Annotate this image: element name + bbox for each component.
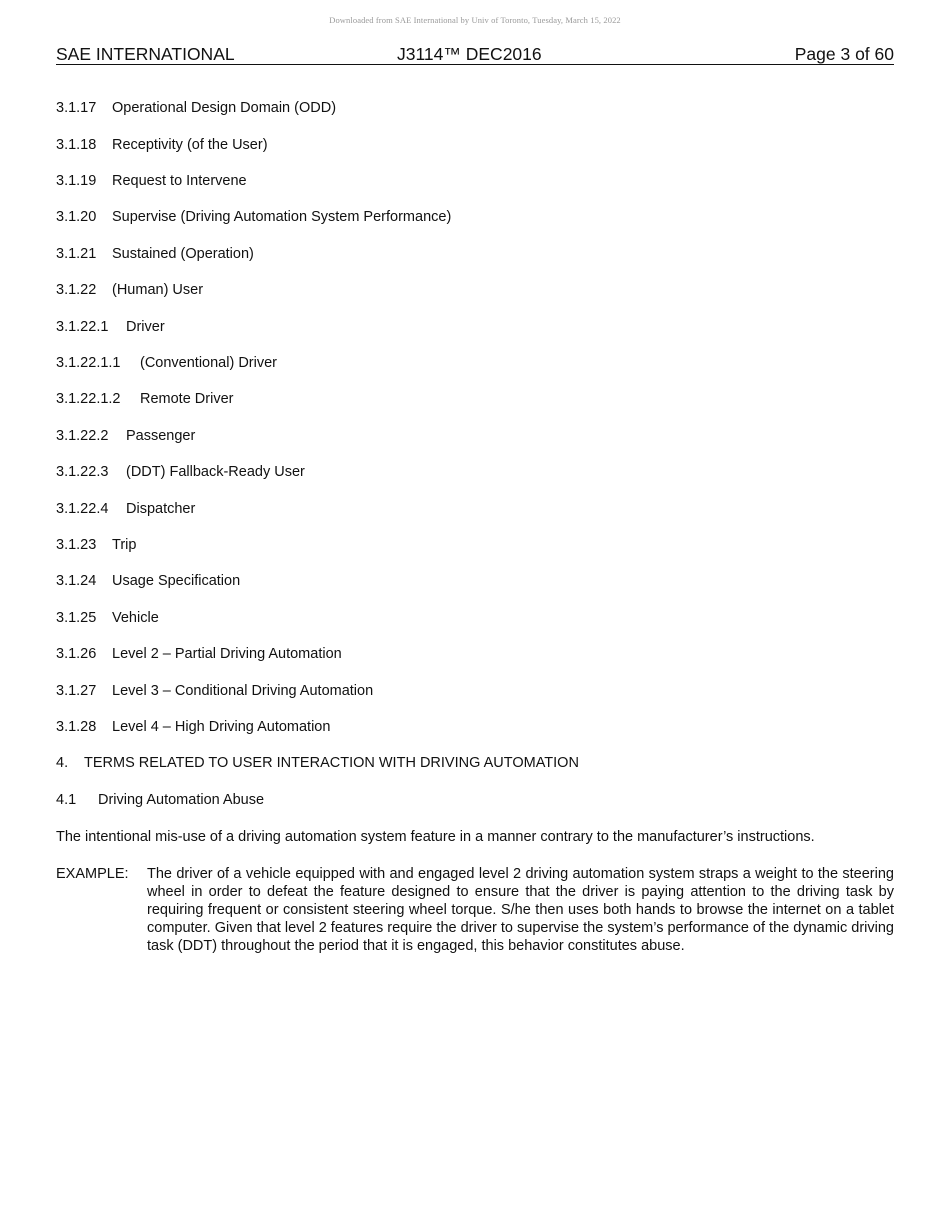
- section-number: 3.1.19: [56, 173, 97, 189]
- section-item: [56, 462, 305, 482]
- section-number: 3.1.28: [56, 719, 97, 735]
- example-text: The driver of a vehicle equipped with and engaged level 2 driving automation system straps a weight to the steering wheel in order to defeat the feature designed to ensure that the driver is paying attention to the driving task by requiring frequent or consistent steering wheel torque. S/he then uses both hands to browse the internet on a tablet computer. Given that level 2 features require the driver to supervise the system’s performance of the dynamic driving task (DDT) throughout the period that it is engaged, this behavior constitutes abuse.: [147, 866, 894, 954]
- section-title: Operational Design Domain (ODD): [112, 100, 337, 116]
- section-item: [56, 280, 203, 300]
- section-title: (Conventional) Driver: [140, 355, 277, 371]
- section-title: Trip: [112, 537, 137, 553]
- section-item: [56, 207, 451, 227]
- document-id: J3114™ DEC2016: [397, 44, 542, 64]
- page-header: [56, 44, 894, 65]
- section-title: Driving Automation Abuse: [98, 791, 265, 808]
- example-label: EXAMPLE:: [56, 866, 129, 882]
- section-number: 3.1.22.1.1: [56, 355, 121, 371]
- section-item: [56, 790, 264, 810]
- section-item: [56, 535, 136, 555]
- section-number: 3.1.17: [56, 100, 97, 116]
- section-number: 3.1.27: [56, 682, 97, 699]
- publisher-name: SAE INTERNATIONAL: [56, 44, 235, 64]
- section-item: [56, 389, 233, 409]
- section-item: [56, 171, 247, 191]
- section-title: Passenger: [126, 427, 196, 444]
- section-title: TERMS RELATED TO USER INTERACTION WITH DRIVING AUTOMATION: [84, 755, 579, 771]
- section-title: Request to Intervene: [112, 173, 247, 189]
- section-number: 3.1.22: [56, 282, 97, 298]
- section-number: 3.1.24: [56, 573, 97, 589]
- section-item: [56, 135, 268, 155]
- section-item: [56, 608, 159, 628]
- section-item: [56, 753, 579, 773]
- section-number: 3.1.22.1: [56, 318, 109, 335]
- section-title: Remote Driver: [140, 391, 234, 407]
- section-number: 4.1: [56, 791, 77, 808]
- section-item: [56, 717, 330, 737]
- section-number: 3.1.20: [56, 209, 97, 225]
- definition-paragraph: The intentional mis-use of a driving automation system feature in a manner contrary to the manufacturer’s instructions.: [56, 829, 815, 845]
- section-item: [56, 426, 195, 446]
- section-item: [56, 499, 195, 519]
- section-number: 3.1.22.3: [56, 464, 109, 480]
- section-item: [56, 353, 277, 373]
- section-number: 3.1.22.4: [56, 500, 109, 517]
- section-title: Level 4 – High Driving Automation: [112, 719, 331, 735]
- section-title: (DDT) Fallback-Ready User: [126, 464, 305, 480]
- section-title: Level 3 – Conditional Driving Automation: [112, 682, 374, 699]
- section-number: 3.1.21: [56, 245, 97, 262]
- page-number: Page 3 of 60: [794, 44, 894, 64]
- section-item: [56, 244, 254, 264]
- section-number: 3.1.25: [56, 609, 97, 626]
- section-title: Sustained (Operation): [112, 245, 254, 262]
- section-item: [56, 317, 165, 337]
- section-item: [56, 98, 336, 118]
- section-title: Dispatcher: [126, 500, 196, 517]
- section-title: Supervise (Driving Automation System Performance): [112, 209, 452, 225]
- section-number: 4.: [56, 755, 69, 771]
- section-number: 3.1.18: [56, 136, 97, 153]
- section-number: 3.1.26: [56, 646, 97, 662]
- section-title: Vehicle: [112, 609, 159, 626]
- section-number: 3.1.22.1.2: [56, 391, 121, 407]
- section-title: Driver: [126, 318, 165, 335]
- download-watermark: Downloaded from SAE International by Univ of Toronto, Tuesday, March 15, 2022: [329, 15, 621, 25]
- section-title: Usage Specification: [112, 573, 241, 589]
- section-title: (Human) User: [112, 282, 204, 298]
- section-item: [56, 571, 240, 591]
- section-item: [56, 644, 342, 664]
- section-item: [56, 681, 373, 701]
- section-number: 3.1.22.2: [56, 427, 109, 444]
- section-title: Level 2 – Partial Driving Automation: [112, 646, 342, 662]
- section-number: 3.1.23: [56, 537, 97, 553]
- section-title: Receptivity (of the User): [112, 136, 268, 153]
